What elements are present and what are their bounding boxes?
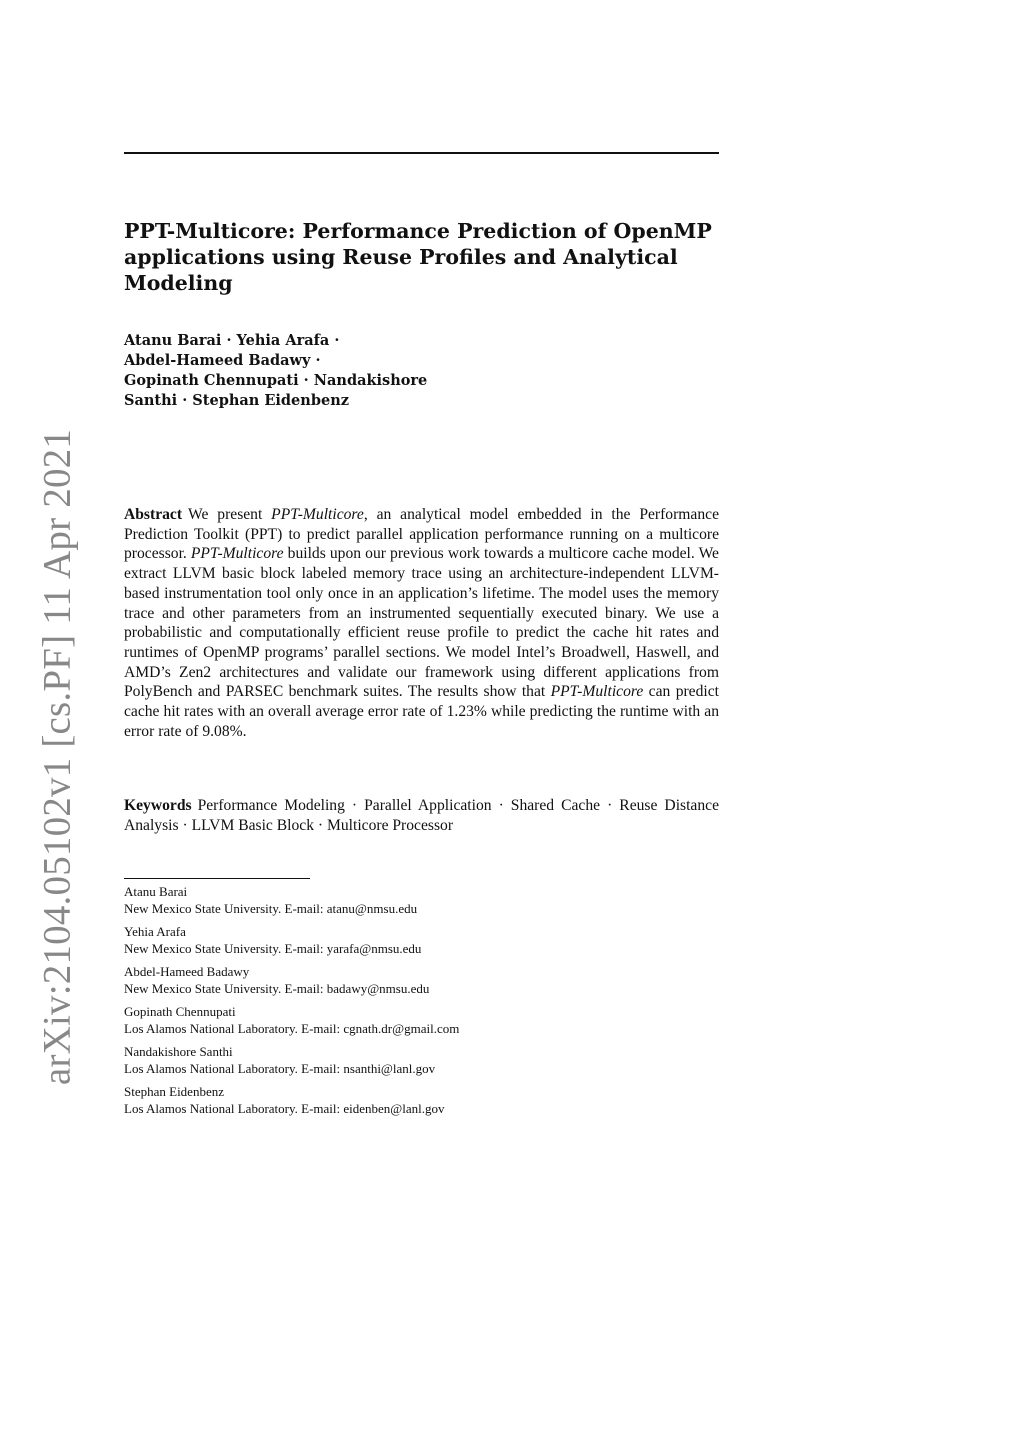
footnote-author: Stephan Eidenbenz — [124, 1084, 224, 1099]
footnote-author: Yehia Arafa — [124, 924, 186, 939]
top-rule — [124, 152, 719, 154]
author-line: Abdel-Hameed Badawy · — [124, 352, 321, 369]
footnote-item — [124, 923, 724, 957]
abstract-text: , an analytical model embedded in the Performance Prediction Toolkit (PPT) to predict parallel application performance running on a multicore processor. — [124, 506, 719, 563]
abstract-text: We present — [188, 506, 272, 523]
footnote-item — [124, 1083, 724, 1117]
author-line: Gopinath Chennupati · Nandakishore — [124, 372, 428, 389]
footnote-author: Atanu Barai — [124, 884, 188, 899]
footnotes — [124, 883, 724, 1123]
footnote-affiliation: New Mexico State University. E-mail: badawy@nmsu.edu — [124, 981, 430, 996]
arxiv-identifier: arXiv:2104.05102v1 [cs.PF] 11 Apr 2021 — [35, 428, 79, 1086]
footnote-item — [124, 1003, 724, 1037]
abstract-text: can predict cache hit rates with an overall average error rate of 1.23% while predicting the runtime with an error rate of 9.08%. — [124, 683, 719, 740]
keywords — [124, 796, 719, 835]
footnote-affiliation: Los Alamos National Laboratory. E-mail: cgnath.dr@gmail.com — [124, 1021, 460, 1036]
footnote-author: Gopinath Chennupati — [124, 1004, 236, 1019]
abstract-text: builds upon our previous work towards a multicore cache model. We extract LLVM basic block labeled memory trace using an architecture-independent LLVM-based instrumentation tool only once in an application’s lifetime. The model uses the memory trace and other parameters from an instrumented sequentially executed binary. We use a probabilistic and computationally efficient reuse profile to predict the cache hit rates and runtimes of OpenMP programs’ parallel sections. We model Intel’s Broadwell, Haswell, and AMD’s Zen2 architectures and validate our framework using different applications from PolyBench and PARSEC benchmark suites. The results show that — [124, 545, 719, 701]
footnote-item — [124, 883, 724, 917]
abstract-label: Abstract — [124, 506, 183, 523]
footnote-affiliation: New Mexico State University. E-mail: atanu@nmsu.edu — [124, 901, 418, 916]
footnote-rule — [124, 878, 310, 879]
abstract-emphasis: PPT-Multicore — [550, 683, 644, 701]
author-line: Atanu Barai · Yehia Arafa · — [124, 332, 340, 349]
footnote-item — [124, 1043, 724, 1077]
keywords-text: Performance Modeling · Parallel Application · Shared Cache · Reuse Distance Analysis · LLVM Basic Block · Multicore Processor — [124, 797, 719, 834]
footnote-affiliation: New Mexico State University. E-mail: yarafa@nmsu.edu — [124, 941, 422, 956]
author-line: Santhi · Stephan Eidenbenz — [124, 392, 349, 409]
footnote-author: Abdel-Hameed Badawy — [124, 964, 250, 979]
footnote-author: Nandakishore Santhi — [124, 1044, 233, 1059]
keywords-label: Keywords — [124, 797, 192, 814]
paper-title: PPT-Multicore: Performance Prediction of OpenMP applications using Reuse Profiles and Analytical Modeling — [124, 219, 712, 295]
abstract-emphasis: PPT-Multicore — [190, 545, 284, 563]
footnote-affiliation: Los Alamos National Laboratory. E-mail: nsanthi@lanl.gov — [124, 1061, 436, 1076]
author-list — [124, 331, 724, 411]
abstract-emphasis: PPT-Multicore — [271, 506, 364, 523]
footnote-item — [124, 963, 724, 997]
footnote-affiliation: Los Alamos National Laboratory. E-mail: eidenben@lanl.gov — [124, 1101, 445, 1116]
abstract — [124, 505, 719, 741]
